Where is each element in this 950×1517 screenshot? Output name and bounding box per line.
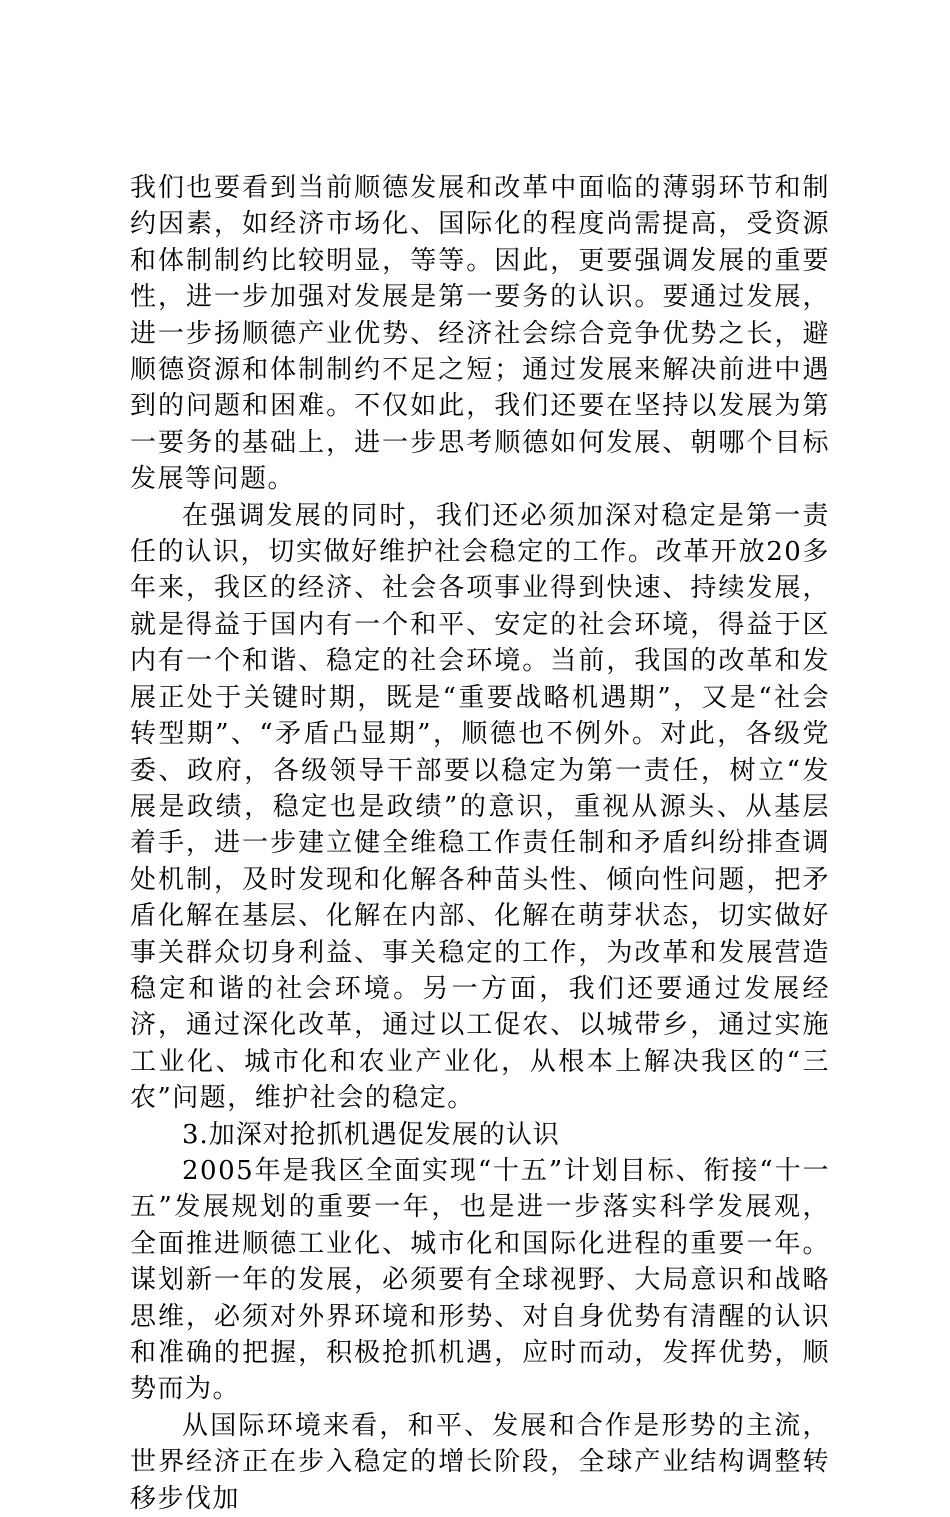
document-body (130, 170, 830, 1517)
paragraph-2005-plan: 2005年是我区全面实现“十五”计划目标、衔接“十一五”发展规划的重要一年，也是进一步落实科学发展观，全面推进顺德工业化、城市化和国际化进程的重要一年。谋划新一年的发展，必须要有全球视野、大局意识和战略思维，必须对外界环境和形势、对自身优势有清醒的认识和准确的把握，积极抢抓机遇，应时而动，发挥优势，顺势而为。 (130, 1155, 830, 1405)
paragraph-international-environment: 从国际环境来看，和平、发展和合作是形势的主流，世界经济正在步入稳定的增长阶段，全球产业结构调整转移步伐加 (130, 1410, 830, 1514)
paragraph-stability: 在强调发展的同时，我们还必须加深对稳定是第一责任的认识，切实做好维护社会稳定的工作。改革开放20多年来，我区的经济、社会各项事业得到快速、持续发展，就是得益于国内有一个和平、安定的社会环境，得益于区内有一个和谐、稳定的社会环境。当前，我国的改革和发展正处于关键时期，既是“重要战略机遇期”，又是“社会转型期”、“矛盾凸显期”，顺德也不例外。对此，各级党委、政府，各级领导干部要以稳定为第一责任，树立“发展是政绩，稳定也是政绩”的意识，重视从源头、从基层着手，进一步建立健全维稳工作责任制和矛盾纠纷排查调处机制，及时发现和化解各种苗头性、倾向性问题，把矛盾化解在基层、化解在内部、化解在萌芽状态，切实做好事关群众切身利益、事关稳定的工作，为改革和发展营造稳定和谐的社会环境。另一方面，我们还要通过发展经济，通过深化改革，通过以工促农、以城带乡，通过实施工业化、城市化和农业产业化，从根本上解决我区的“三农”问题，维护社会的稳定。 (130, 500, 830, 1114)
paragraph-continuation: 我们也要看到当前顺德发展和改革中面临的薄弱环节和制约因素，如经济市场化、国际化的程度尚需提高，受资源和体制制约比较明显，等等。因此，更要强调发展的重要性，进一步加强对发展是第一要务的认识。要通过发展，进一步扬顺德产业优势、经济社会综合竞争优势之长，避顺德资源和体制制约不足之短；通过发展来解决前进中遇到的问题和困难。不仅如此，我们还要在坚持以发展为第一要务的基础上，进一步思考顺德如何发展、朝哪个目标发展等问题。 (130, 173, 830, 495)
section-heading: 3.加深对抢抓机遇促发展的认识 (182, 1119, 560, 1150)
